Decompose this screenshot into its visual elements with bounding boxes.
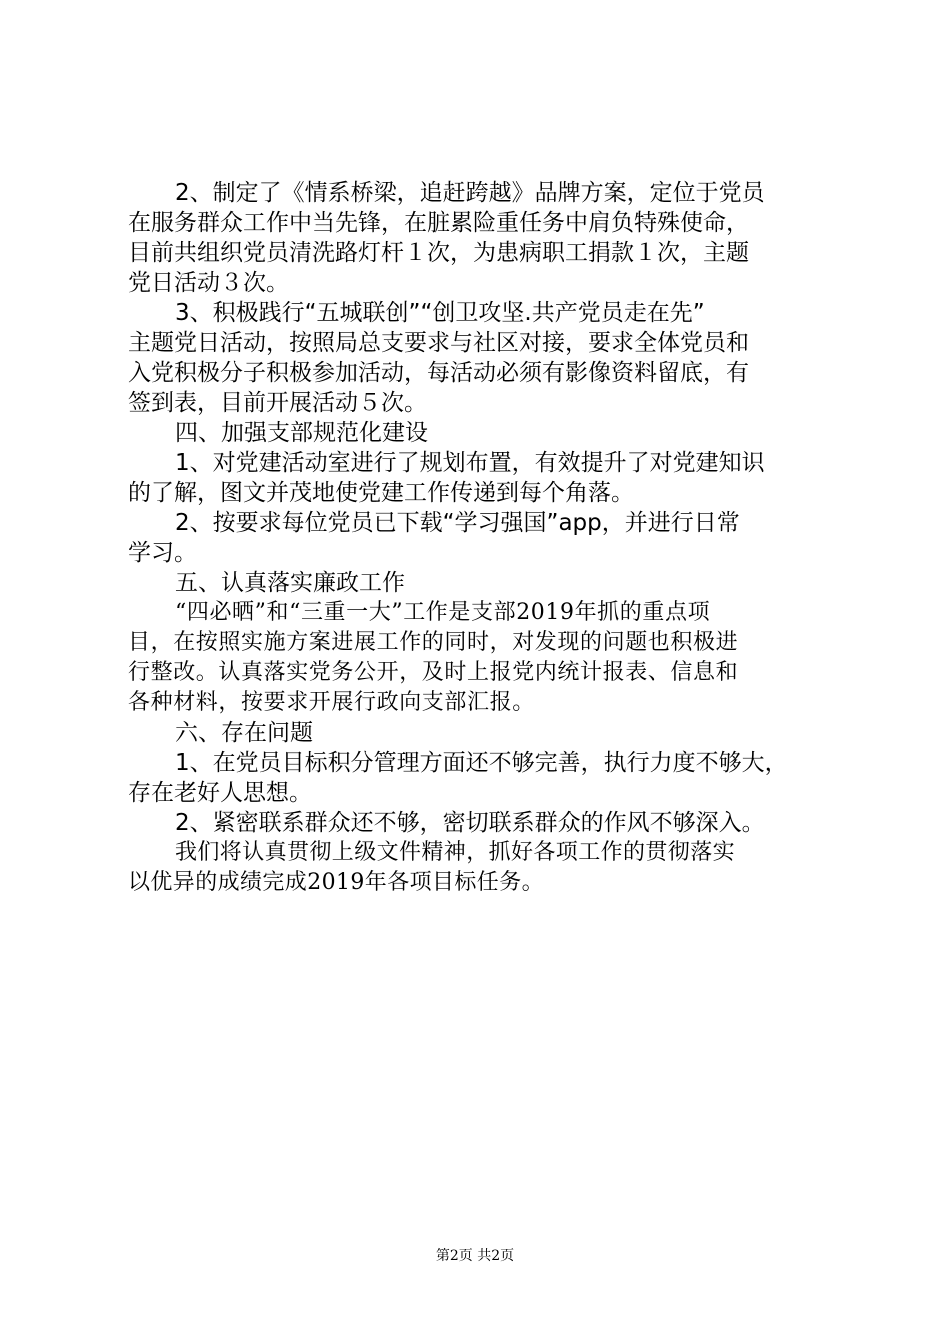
text-line: 1、对党建活动室进行了规划布置，有效提升了对党建知识	[175, 450, 765, 476]
text-line: 学习。	[128, 540, 197, 566]
text-line: 2、按要求每位党员已下载“学习强国”app，并进行日常	[175, 510, 740, 536]
text-line: 存在老好人思想。	[128, 780, 312, 806]
section-heading-integrity: 五、认真落实廉政工作	[175, 570, 405, 596]
text-line: 3、积极践行“五城联创”“创卫攻坚.共产党员走在先”	[175, 300, 705, 326]
page-footer: 第2页 共2页	[435, 1248, 515, 1264]
paragraph-brand-plan	[128, 178, 832, 298]
text-line: 在服务群众工作中当先锋，在脏累险重任务中肩负特殊使命，	[128, 210, 749, 236]
text-line: 2、制定了《情系桥梁，追赶跨越》品牌方案，定位于党员	[175, 180, 765, 206]
text-line: 以优异的成绩完成2019年各项目标任务。	[128, 870, 544, 895]
document-body	[128, 178, 832, 898]
text-line: 行整改。认真落实党务公开，及时上报党内统计报表、信息和	[128, 660, 739, 685]
paragraph-study-app	[128, 508, 832, 568]
text-line: 1、在党员目标积分管理方面还不够完善，执行力度不够大，	[175, 750, 788, 776]
text-line: 2、紧密联系群众还不够，密切联系群众的作风不够深入。	[175, 810, 765, 836]
text-line: 入党积极分子积极参加活动，每活动必须有影像资料留底，有	[128, 360, 749, 386]
paragraph-themed-activities	[128, 298, 832, 418]
text-line: 党日活动３次。	[128, 270, 289, 296]
text-line: “四必晒”和“三重一大”工作是支部2019年抓的重点项	[175, 600, 711, 625]
section-heading-problems: 六、存在问题	[175, 720, 313, 746]
text-line: 我们将认真贯彻上级文件精神，抓好各项工作的贯彻落实	[175, 840, 736, 865]
paragraph-problem-points	[128, 748, 832, 808]
paragraph-integrity-work	[128, 598, 832, 718]
paragraph-conclusion	[128, 838, 832, 898]
text-line: 目，在按照实施方案进展工作的同时，对发现的问题也积极进	[128, 630, 739, 655]
section-heading-standardization: 四、加强支部规范化建设	[175, 420, 428, 446]
text-line: 签到表，目前开展活动５次。	[128, 390, 427, 416]
paragraph-problem-contact	[128, 808, 832, 838]
paragraph-activity-room	[128, 448, 832, 508]
text-line: 的了解，图文并茂地使党建工作传递到每个角落。	[128, 480, 634, 506]
text-line: 各种材料，按要求开展行政向支部汇报。	[128, 690, 535, 715]
text-line: 主题党日活动，按照局总支要求与社区对接，要求全体党员和	[128, 330, 749, 356]
text-line: 目前共组织党员清洗路灯杆１次，为患病职工捐款１次，主题	[128, 240, 749, 266]
